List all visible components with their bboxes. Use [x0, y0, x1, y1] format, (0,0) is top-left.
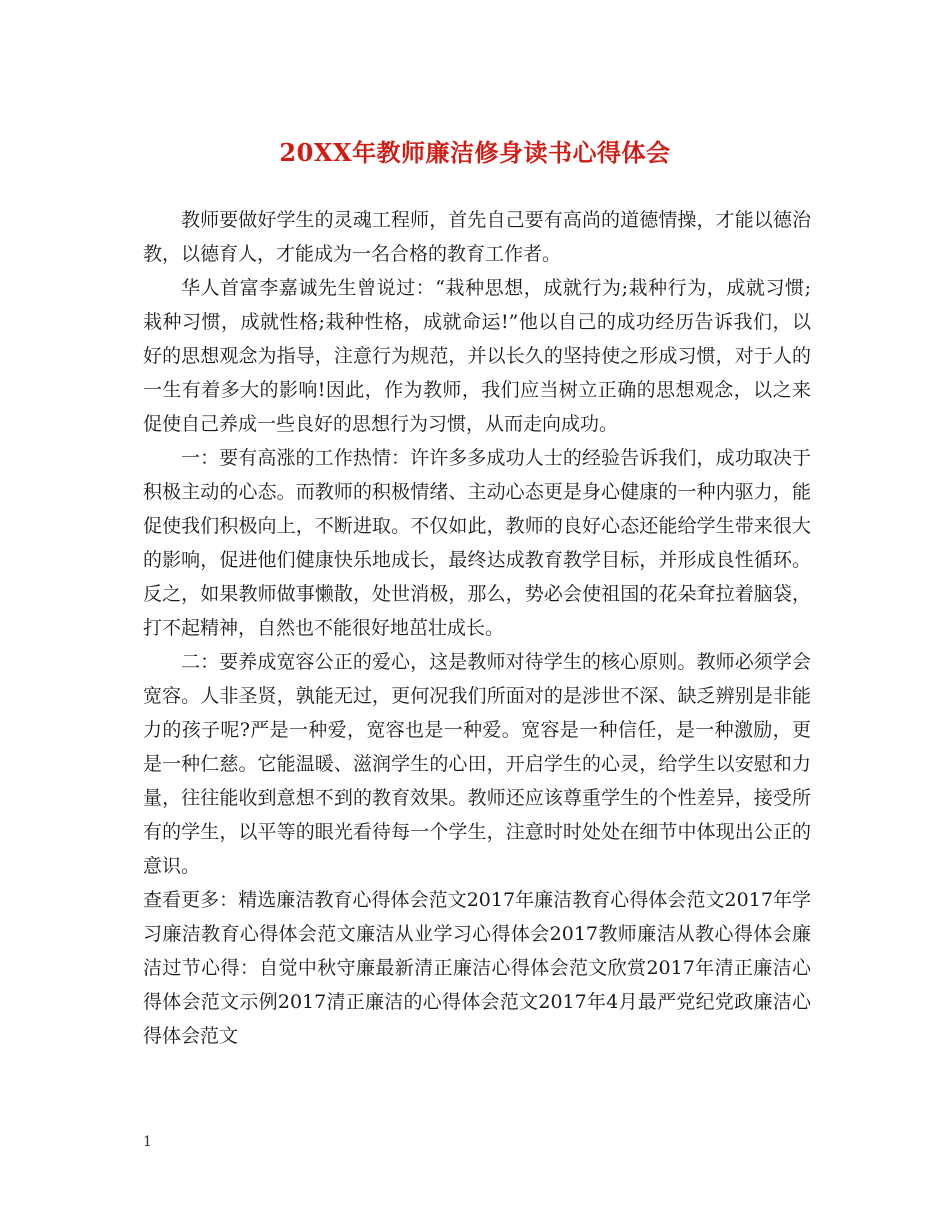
- paragraph-li-ka-shing-quote: 华人首富李嘉诚先生曾说过：“栽种思想，成就行为;栽种行为，成就习惯;栽种习惯，成就性格;栽种性格，成就命运!”他以自己的成功经历告诉我们，以好的思想观念为指导，注意行为规范，并以长久的坚持使之形成习惯，对于人的一生有着多大的影响!因此，作为教师，我们应当树立正确的思想观念，以之来促使自己养成一些良好的思想行为习惯，从而走向成功。: [143, 277, 811, 435]
- see-more-links[interactable]: 查看更多：精选廉洁教育心得体会范文2017年廉洁教育心得体会范文2017年学习廉洁教育心得体会范文廉洁从业学习心得体会2017教师廉洁从教心得体会廉洁过节心得：自觉中秋守廉最新清正廉洁心得体会范文欣赏2017年清正廉洁心得体会范文示例2017清正廉洁的心得体会范文2017年4月最严党纪党政廉洁心得体会范文: [143, 889, 811, 1047]
- paragraph-point-two: 二：要养成宽容公正的爱心，这是教师对待学生的核心原则。教师必须学会宽容。人非圣贤，孰能无过，更何况我们所面对的是涉世不深、缺乏辨别是非能力的孩子呢?严是一种爱，宽容也是一种爱。宽容是一种信任，是一种激励，更是一种仁慈。它能温暖、滋润学生的心田，开启学生的心灵，给学生以安慰和力量，往往能收到意想不到的教育效果。教师还应该尊重学生的个性差异，接受所有的学生，以平等的眼光看待每一个学生，注意时时处处在细节中体现出公正的意识。: [143, 651, 811, 877]
- paragraph-point-one: 一：要有高涨的工作热情：许许多多成功人士的经验告诉我们，成功取决于积极主动的心态。而教师的积极情绪、主动心态更是身心健康的一种内驱力，能促使我们积极向上，不断进取。不仅如此，教师的良好心态还能给学生带来很大的影响，促进他们健康快乐地成长，最终达成教育教学目标，并形成良性循环。反之，如果教师做事懒散，处世消极，那么，势必会使祖国的花朵耷拉着脑袋，打不起精神，自然也不能很好地茁壮成长。: [143, 447, 811, 639]
- page-number: 1: [143, 1134, 152, 1150]
- document-title: 20XX年教师廉洁修身读书心得体会: [279, 138, 671, 167]
- document-body: [143, 203, 811, 1053]
- paragraph-intro: 教师要做好学生的灵魂工程师，首先自己要有高尚的道德情操，才能以德治教，以德育人，才能成为一名合格的教育工作者。: [143, 209, 811, 265]
